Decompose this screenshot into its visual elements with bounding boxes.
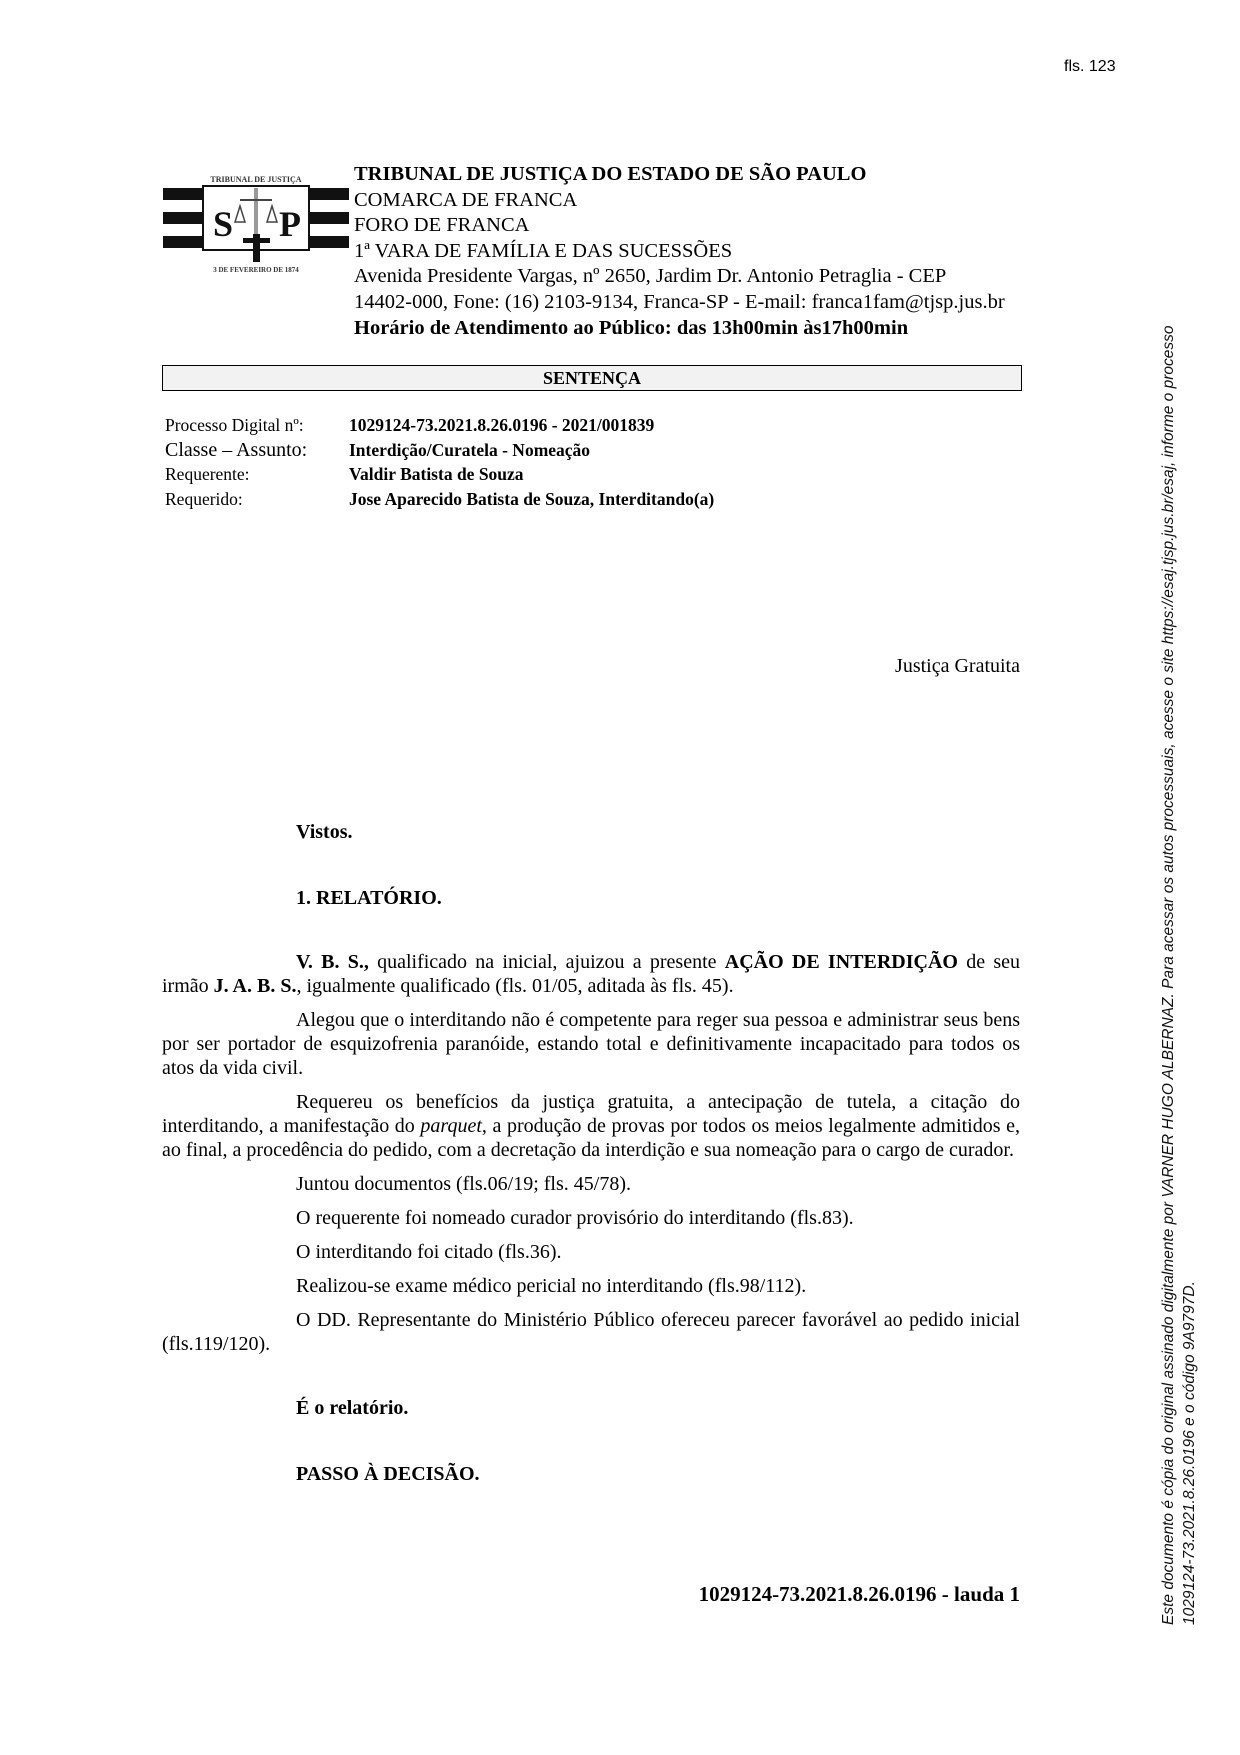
paragraph: Juntou documentos (fls.06/19; fls. 45/78). [296, 1173, 631, 1195]
case-info [165, 413, 714, 511]
digital-signature-note [1158, 225, 1200, 1625]
court-header [354, 162, 1005, 341]
tjsp-logo [163, 148, 349, 284]
case-info-row [165, 462, 714, 487]
foro: FORO DE FRANCA [354, 214, 530, 237]
paragraph: O requerente foi nomeado curador provisório do interditando (fls.83). [296, 1207, 854, 1229]
page-footer: 1029124-73.2021.8.26.0196 - lauda 1 [698, 1582, 1020, 1606]
case-info-value: Interdição/Curatela - Nomeação [349, 439, 591, 460]
case-info-label: Classe – Assunto: [165, 438, 308, 461]
case-info-row [165, 487, 714, 512]
justica-gratuita: Justiça Gratuita [895, 655, 1020, 677]
case-info-value: Jose Aparecido Batista de Souza, Interditando(a) [349, 488, 715, 509]
paragraph: Realizou-se exame médico pericial no interditando (fls.98/112). [296, 1275, 807, 1297]
address-line-1: Avenida Presidente Vargas, nº 2650, Jardim Dr. Antonio Petraglia - CEP [354, 265, 947, 288]
comarca: COMARCA DE FRANCA [354, 188, 578, 211]
paragraph: Requereu os benefícios da justiça gratuita, a antecipação de tutela, a citação do interditando, a manifestação do parquet, a produção de provas por todos os meios legalmente admitidos e, ao final, a procedência do pedido, com a decretação da interdição e sua nomeação para o cargo de curador. [162, 1091, 1020, 1161]
paragraph: O interditando foi citado (fls.36). [296, 1241, 562, 1263]
signature-note-line-1: Este documento é cópia do original assinado digitalmente por VARNER HUGO ALBERNAZ. Para acessar os autos processuais, acesse o site https://esaj.tjsp.jus.br/esaj, informe o processo [1160, 325, 1177, 1625]
decision-heading: PASSO À DECISÃO. [296, 1463, 480, 1485]
office-hours: Horário de Atendimento ao Público: das 13h00min às17h00min [354, 316, 909, 339]
paragraph: O DD. Representante do Ministério Público ofereceu parecer favorável ao pedido inicial (fls.119/120). [162, 1309, 1020, 1355]
vara: 1ª VARA DE FAMÍLIA E DAS SUCESSÕES [354, 239, 733, 262]
case-info-row [165, 413, 714, 438]
page-number: fls. 123 [1064, 58, 1116, 75]
sentence-body [162, 820, 1020, 1486]
vistos: Vistos. [296, 821, 353, 843]
case-info-label: Requerido: [165, 488, 243, 509]
logo-bottom-text: 3 DE FEVEREIRO DE 1874 [213, 266, 299, 274]
paragraph: V. B. S., qualificado na inicial, ajuizou a presente AÇÃO DE INTERDIÇÃO de seu irmão J. A. B. S., igualmente qualificado (fls. 01/05, aditada às fls. 45). [162, 951, 1020, 997]
case-info-row [165, 438, 714, 463]
case-info-label: Requerente: [165, 464, 250, 484]
case-info-label: Processo Digital nº: [165, 415, 304, 435]
paragraph: Alegou que o interditando não é competente para reger sua pessoa e administrar seus bens por ser portador de esquizofrenia paranóide, estando total e definitivamente incapacitado para todos os atos da vida civil. [162, 1009, 1020, 1079]
logo-top-text: TRIBUNAL DE JUSTIÇA [210, 175, 302, 184]
case-info-value: 1029124-73.2021.8.26.0196 - 2021/001839 [349, 415, 655, 435]
signature-note-line-2: 1029124-73.2021.8.26.0196 e o código 9A9797D. [1181, 1281, 1198, 1625]
svg-text:S: S [212, 204, 234, 244]
relatorio-end: É o relatório. [296, 1397, 409, 1419]
document-title: SENTENÇA [162, 365, 1022, 391]
svg-text:P: P [279, 204, 301, 244]
court-name: TRIBUNAL DE JUSTIÇA DO ESTADO DE SÃO PAULO [354, 163, 867, 185]
address-line-2: 14402-000, Fone: (16) 2103-9134, Franca-SP - E-mail: franca1fam@tjsp.jus.br [354, 290, 1005, 313]
section-relatorio: 1. RELATÓRIO. [296, 887, 442, 909]
case-info-value: Valdir Batista de Souza [349, 464, 524, 484]
